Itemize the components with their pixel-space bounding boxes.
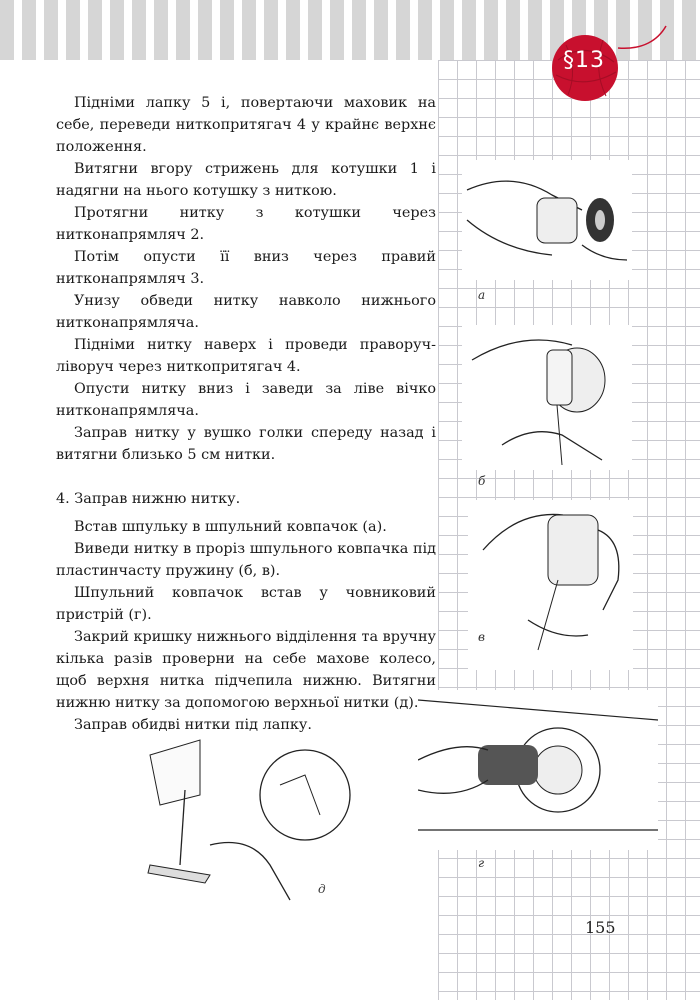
paragraph: Виведи нитку в проріз шпульного ковпачка під пластинчасту пружину (б, в). [56, 541, 436, 579]
paragraph: Встав шпульку в шпульний ковпачок (а). [74, 519, 387, 535]
paragraph: Закрий кришку нижнього відділення та вручну кілька разів проверни на себе махове колесо, щоб верхня нитка підчепила нижню. Витягни нижню нитку за допомогою верхньої нитки (д). [56, 629, 437, 711]
section-badge: §13 [563, 48, 605, 73]
paragraph: Заправ обидві нитки під лапку. [74, 717, 312, 733]
paragraph: Підніми лапку 5 і, повертаючи маховик на себе, переведи ниткопритягач 4 у крайнє верхнє положення. [56, 95, 436, 155]
figure-label-g: г [478, 856, 485, 870]
figure-d-illustration [140, 735, 375, 910]
section-heading: 4. Заправ нижню нитку. [56, 491, 241, 507]
figure-a-illustration [462, 160, 632, 280]
paragraph: Підніми нитку наверх і проведи праворуч-ліворуч через ниткопритягач 4. [56, 337, 436, 375]
figure-v-illustration [468, 500, 633, 670]
paragraph: Опусти нитку вниз і заведи за ліве вічко нитконапрямляча. [56, 381, 436, 419]
paragraph: Заправ нитку у вушко голки спереду назад і витягни близько 5 см нитки. [56, 425, 436, 463]
figure-label-a: а [478, 288, 486, 302]
figure-g-illustration [418, 690, 658, 850]
paragraph: Витягни вгору стрижень для котушки 1 і надягни на нього котушку з ниткою. [56, 161, 436, 199]
paragraph: Протягни нитку з котушки через нитконапрямляч 2. [56, 205, 436, 243]
figure-label-b: б [478, 474, 486, 488]
figure-label-d: д [318, 882, 326, 896]
page-number: 155 [585, 918, 616, 937]
paragraph: Унизу обведи нитку навколо нижнього нитконапрямляча. [56, 293, 436, 331]
paragraph: Потім опусти її вниз через правий нитконапрямляч 3. [56, 249, 436, 287]
paragraph: Шпульний ковпачок встав у човниковий пристрій (г). [56, 585, 436, 623]
main-text [56, 92, 436, 736]
figure-label-v: в [478, 630, 485, 644]
figure-b-illustration [462, 325, 632, 470]
